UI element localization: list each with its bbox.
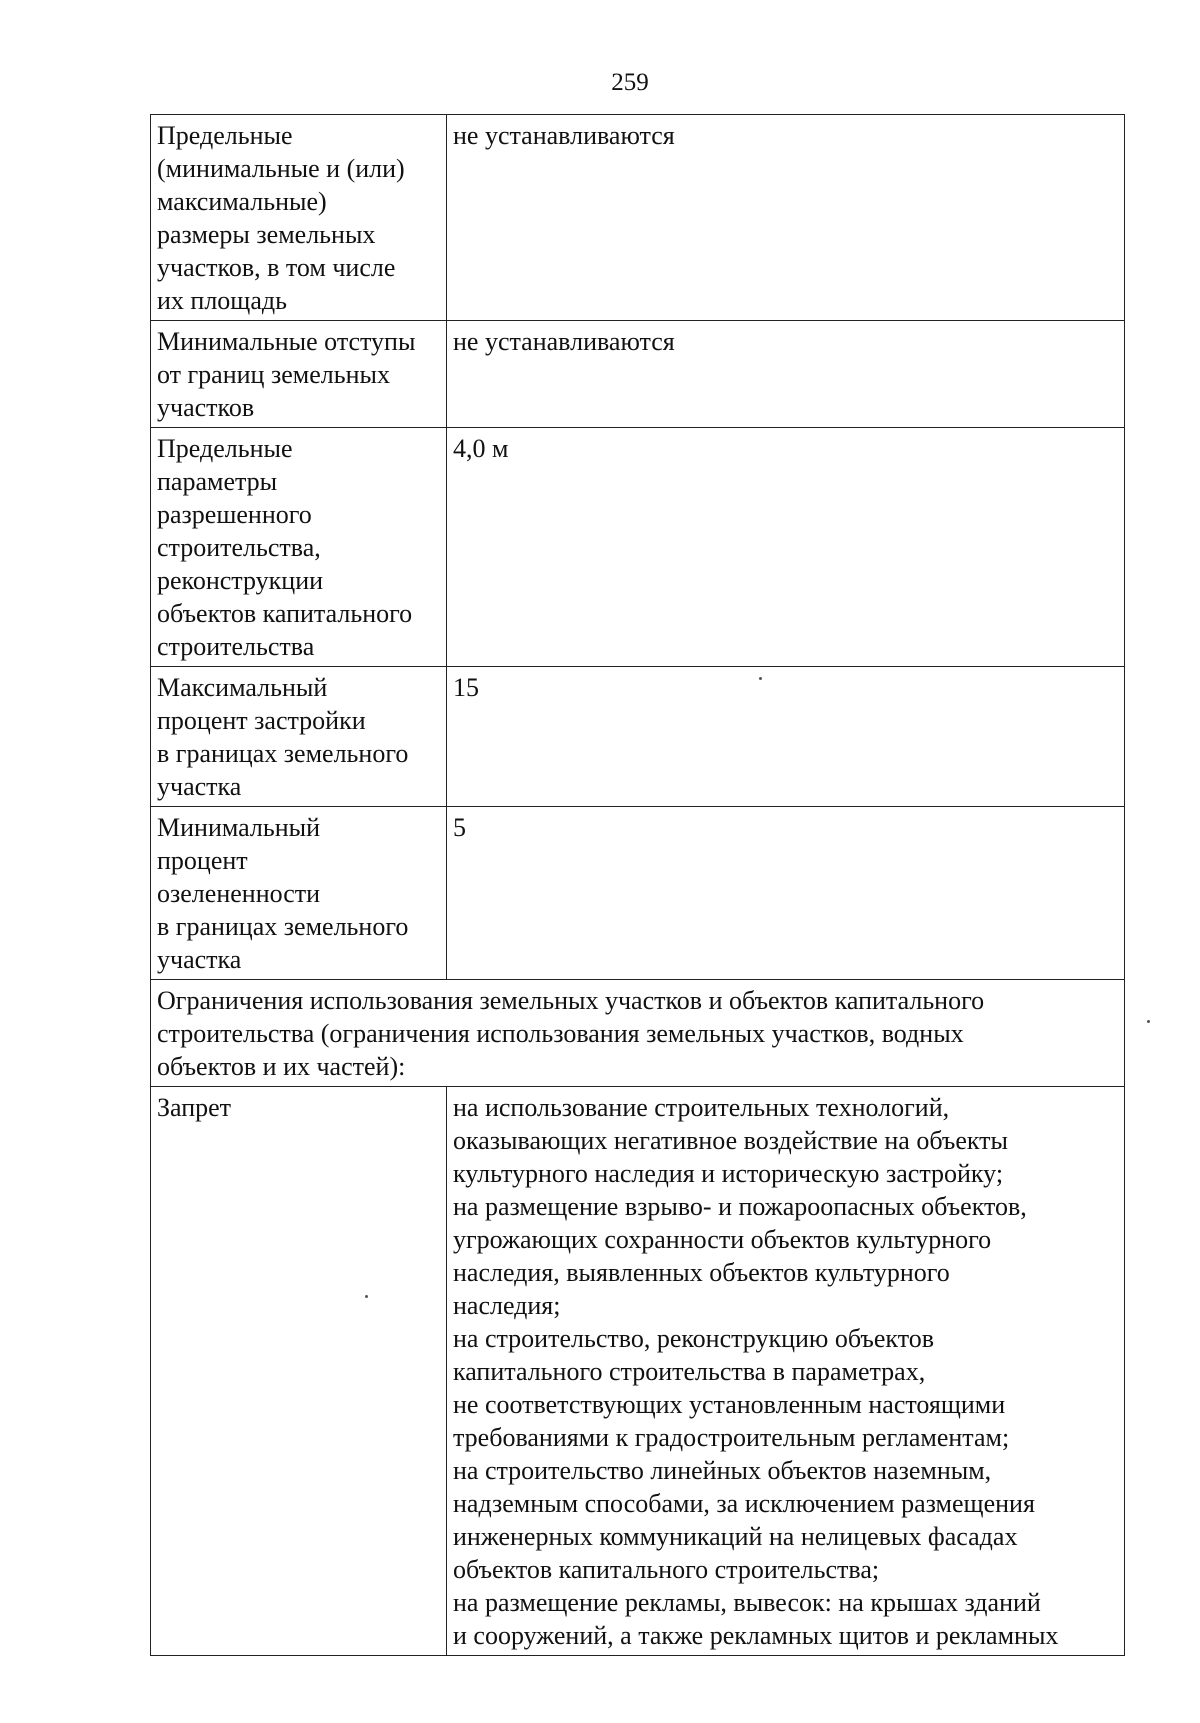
restriction-label: Запрет — [151, 1087, 447, 1656]
table-row — [151, 1087, 1125, 1656]
parameter-value: 5 — [447, 807, 1125, 980]
table-row — [151, 115, 1125, 321]
parameter-label: Максимальный процент застройки в границах земельного участка — [151, 667, 447, 807]
restriction-text: на использование строительных технологий, оказывающих негативное воздействие на объекты культурного наследия и историческую застройку; на размещение взрыво- и пожароопасных объектов, угрожающих сохранности объектов культурного наследия, выявленных объектов культурного наследия; на строительство, реконструкцию объектов капитального строительства в параметрах, не соответствующих установленным настоящими требованиями к градостроительным регламентам; на строительство линейных объектов наземным, надземным способами, за исключением размещения инженерных коммуникаций на нелицевых фасадах объектов капитального строительства; на размещение рекламы, вывесок: на крышах зданий и сооружений, а также рекламных щитов и рекламных — [447, 1087, 1125, 1656]
parameter-value: не устанавливаются — [447, 115, 1125, 321]
table-row — [151, 807, 1125, 980]
table-row — [151, 980, 1125, 1087]
parameter-value: не устанавливаются — [447, 321, 1125, 428]
scan-speck — [1147, 1020, 1150, 1023]
parameter-value: 4,0 м — [447, 428, 1125, 667]
parameter-label: Минимальный процент озелененности в границах земельного участка — [151, 807, 447, 980]
table-row — [151, 428, 1125, 667]
restrictions-heading: Ограничения использования земельных участков и объектов капитального строительства (ограничения использования земельных участков, водных объектов и их частей): — [151, 980, 1125, 1087]
parameter-label: Предельные (минимальные и (или) максимальные) размеры земельных участков, в том числе их площадь — [151, 115, 447, 321]
table-row — [151, 321, 1125, 428]
table-row — [151, 667, 1125, 807]
parameter-value: 15 — [447, 667, 1125, 807]
page-number: 259 — [611, 69, 649, 96]
scan-speck — [759, 677, 762, 680]
scan-speck — [365, 1295, 368, 1298]
regulations-table — [150, 114, 1125, 1656]
parameter-label: Предельные параметры разрешенного строительства, реконструкции объектов капитального строительства — [151, 428, 447, 667]
parameter-label: Минимальные отступы от границ земельных участков — [151, 321, 447, 428]
